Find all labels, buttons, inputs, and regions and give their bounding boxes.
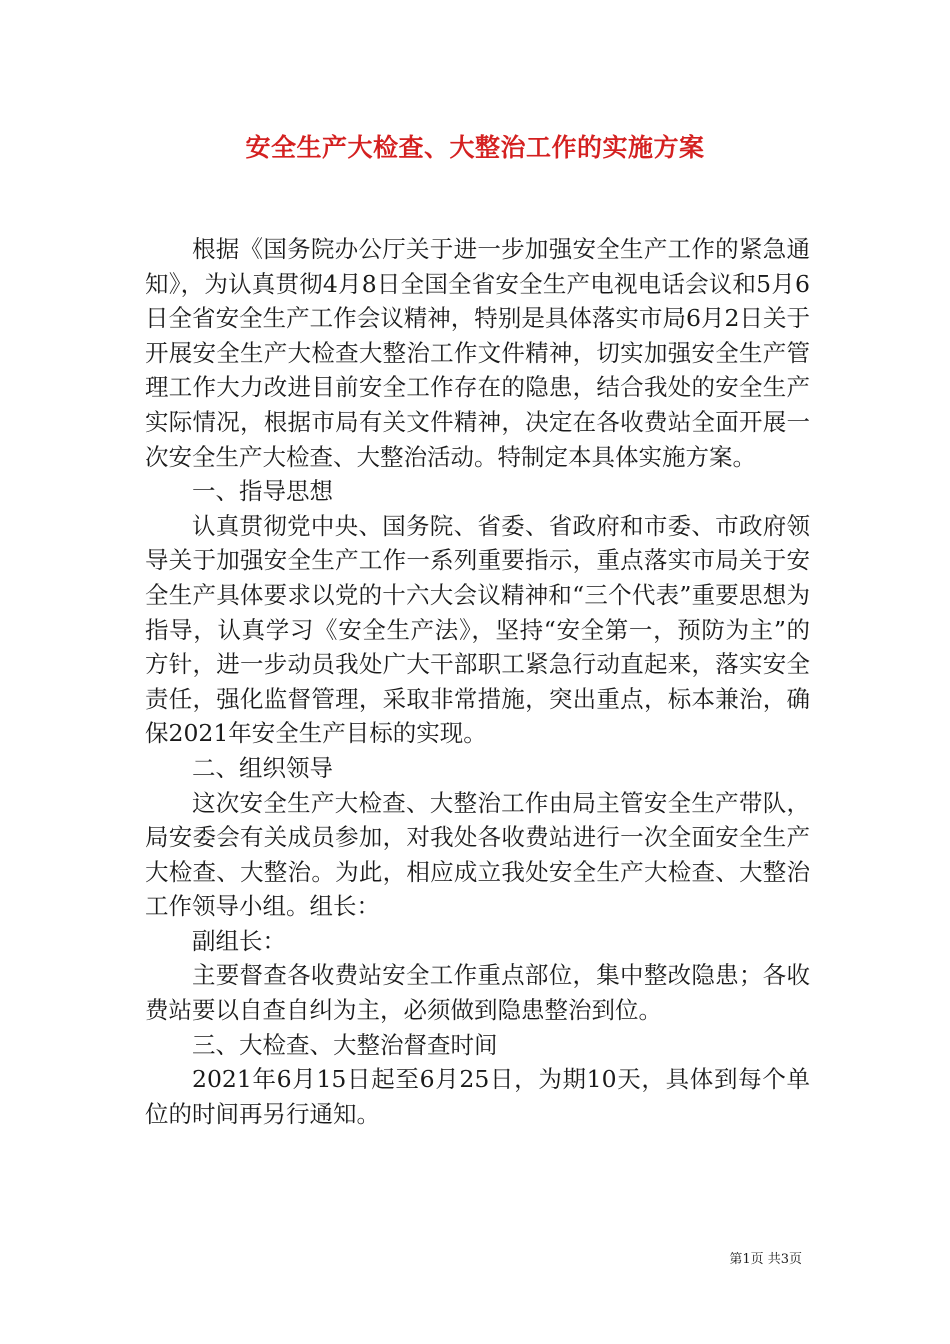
schedule-paragraph: 2021年6月15日起至6月25日，为期10天，具体到每个单位的时间再另行通知。 (145, 1065, 810, 1128)
organization-paragraph: 这次安全生产大检查、大整治工作由局主管安全生产带队，局安委会有关成员参加，对我处各收费站进行一次全面安全生产大检查、大整治。为此，相应成立我处安全生产大检查、大整治工作领导小组。组长： (145, 788, 810, 921)
guiding-ideology-paragraph: 认真贯彻党中央、国务院、省委、省政府和市委、市政府领导关于加强安全生产工作一系列重要指示，重点落实市局关于安全生产具体要求以党的十六大会议精神和“三个代表”重要思想为指导，认真学习《安全生产法》，坚持“安全第一，预防为主”的方针，进一步动员我处广大干部职工紧急行动直起来，落实安全责任，强化监督管理，采取非常措施，突出重点，标本兼治，确保2021年安全生产目标的实现。 (145, 511, 810, 748)
document-body (145, 232, 810, 1131)
document-title: 安全生产大检查、大整治工作的实施方案 (245, 133, 705, 162)
section-heading-schedule: 三、大检查、大整治督查时间 (192, 1030, 498, 1059)
section-heading-guiding-ideology: 一、指导思想 (192, 477, 333, 506)
deputy-leader-line: 副组长： (192, 926, 286, 955)
intro-paragraph: 根据《国务院办公厅关于进一步加强安全生产工作的紧急通知》，为认真贯彻4月8日全国全省安全生产电视电话会议和5月6日全省安全生产工作会议精神，特别是具体落实市局6月2日关于开展安全生产大检查大整治工作文件精神，切实加强安全生产管理工作大力改进目前安全工作存在的隐患，结合我处的安全生产实际情况，根据市局有关文件精神，决定在各收费站全面开展一次安全生产大检查、大整治活动。特制定本具体实施方案。 (145, 235, 810, 471)
section-heading-organization: 二、组织领导 (192, 753, 333, 782)
page-number: 第1页 共3页 (729, 1252, 802, 1267)
supervision-paragraph: 主要督查各收费站安全工作重点部位，集中整改隐患；各收费站要以自查自纠为主，必须做到隐患整治到位。 (145, 961, 810, 1025)
